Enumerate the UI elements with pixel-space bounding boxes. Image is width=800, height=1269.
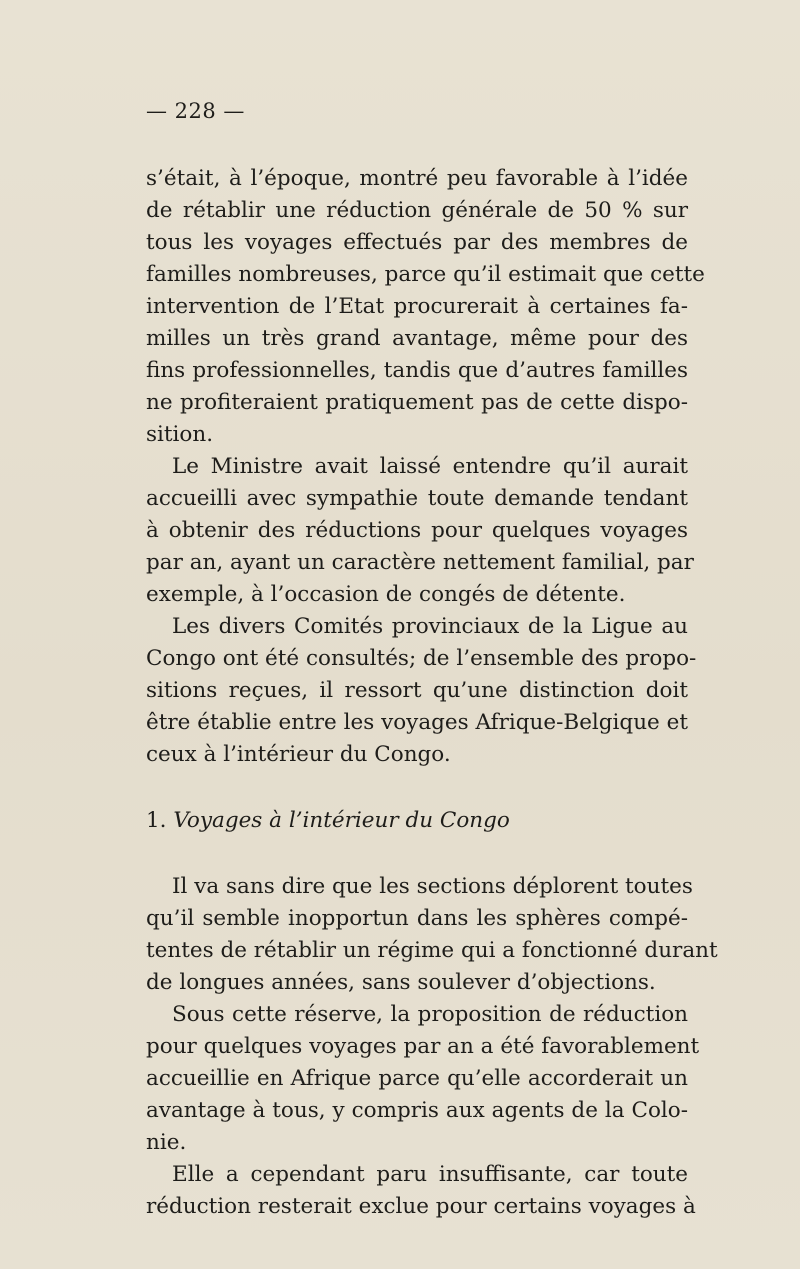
text-line: milles un très grand avantage, même pour des (146, 326, 688, 351)
text-line: réduction resterait exclue pour certains voyages à (146, 1194, 696, 1219)
text-line: intervention de l’Etat procurerait à certaines fa- (146, 294, 688, 319)
text-line: accueilli avec sympathie toute demande tendant (146, 486, 688, 511)
section-title: Voyages à l’intérieur du Congo (173, 808, 510, 833)
text-line: ceux à l’intérieur du Congo. (146, 742, 451, 767)
text-line: Le Ministre avait laissé entendre qu’il aurait (172, 454, 688, 479)
text-line: tous les voyages effectués par des membres de (146, 230, 688, 255)
text-line: nie. (146, 1130, 187, 1155)
text-line: ne profiteraient pratiquement pas de cette dispo- (146, 390, 688, 415)
text-line: sition. (146, 422, 214, 447)
text-line: qu’il semble inopportun dans les sphères compé- (146, 906, 688, 931)
text-line: par an, ayant un caractère nettement familial, par (146, 550, 694, 575)
text-line: fins professionnelles, tandis que d’autres familles (146, 358, 688, 383)
text-line: Sous cette réserve, la proposition de réduction (172, 1002, 688, 1027)
text-line: Congo ont été consultés; de l’ensemble des propo- (146, 646, 697, 671)
text-line: à obtenir des réductions pour quelques voyages (146, 518, 688, 543)
section-number: 1. (146, 808, 167, 833)
text-line: Il va sans dire que les sections déplorent toutes (172, 874, 693, 899)
text-line: de longues années, sans soulever d’objections. (146, 970, 656, 995)
text-line: Elle a cependant paru insuffisante, car toute (172, 1162, 688, 1187)
section-heading (146, 805, 510, 837)
page-number: — 228 — (146, 99, 245, 123)
text-line: exemple, à l’occasion de congés de détente. (146, 582, 626, 607)
text-line: familles nombreuses, parce qu’il estimait que cette (146, 262, 705, 287)
text-line: s’était, à l’époque, montré peu favorable à l’idée (146, 166, 688, 191)
text-line: sitions reçues, il ressort qu’une distinction doit (146, 678, 688, 703)
text-line: pour quelques voyages par an a été favorablement (146, 1034, 700, 1059)
text-line: être établie entre les voyages Afrique-Belgique et (146, 710, 688, 735)
text-line: accueillie en Afrique parce qu’elle accorderait un (146, 1066, 688, 1091)
text-line: tentes de rétablir un régime qui a fonctionné durant (146, 938, 718, 963)
text-line: de rétablir une réduction générale de 50 % sur (146, 198, 688, 223)
text-line: Les divers Comités provinciaux de la Ligue au (172, 614, 688, 639)
text-line: avantage à tous, y compris aux agents de la Colo- (146, 1098, 688, 1123)
